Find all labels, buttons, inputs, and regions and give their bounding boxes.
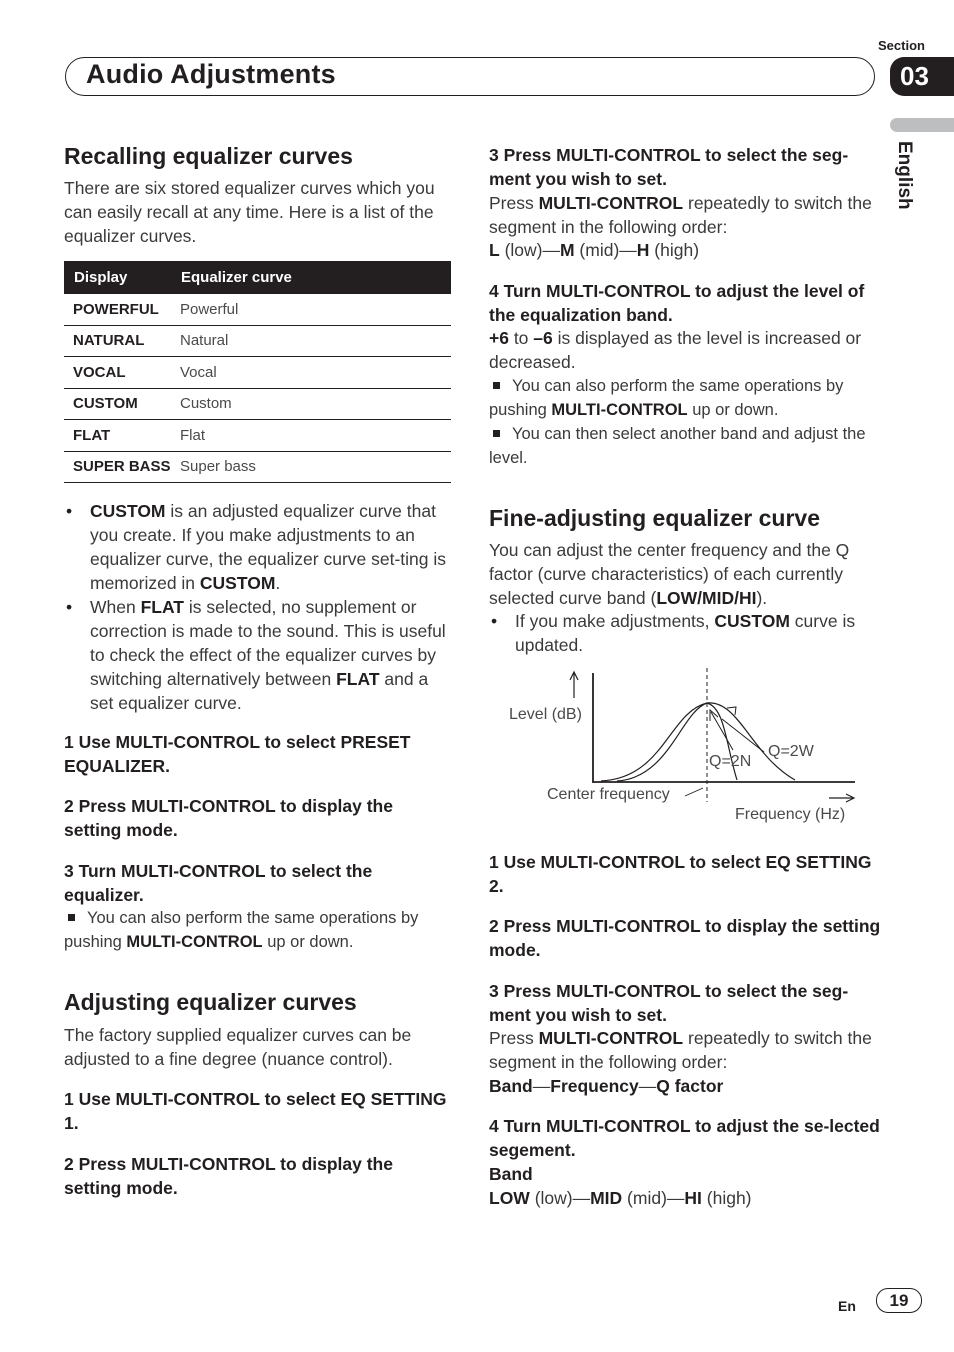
language-label: English (894, 141, 915, 210)
right-step-3-order: L (low)—M (mid)—H (high) (489, 240, 700, 260)
table-header-display: Display (64, 261, 171, 294)
square-bullet-icon (68, 914, 75, 921)
step-2-display: 2 Press MULTI-CONTROL to display the setting mode. (64, 796, 393, 840)
fine-step-4-band: Band (489, 1164, 533, 1184)
q-narrow-label: Q=2N (709, 753, 752, 770)
table-row (64, 325, 451, 357)
square-bullet-icon (493, 382, 500, 389)
table-cell-curve: Flat (171, 420, 451, 452)
right-step-3-body: Press MULTI-CONTROL repeatedly to switch the segment in the following order: (489, 193, 872, 237)
frequency-axis-arrow-icon (829, 794, 854, 802)
note-push: You can also perform the same operations by pushing MULTI-CONTROL up or down. (64, 909, 419, 951)
table-cell-display: SUPER BASS (64, 451, 171, 483)
fine-step-4: 4 Turn MULTI-CONTROL to adjust the se-lected segement. (489, 1116, 880, 1160)
table-cell-curve: Vocal (171, 357, 451, 389)
right-step-4: 4 Turn MULTI-CONTROL to adjust the level of the equalization band. (489, 281, 865, 325)
language-tab (890, 118, 954, 132)
right-step-3: 3 Press MULTI-CONTROL to select the seg-ment you wish to set. (489, 145, 849, 189)
page-title: Audio Adjustments (86, 59, 336, 89)
title-bar (65, 57, 875, 96)
fine-step-4-order: LOW (low)—MID (mid)—HI (high) (489, 1188, 752, 1208)
table-row (64, 357, 451, 389)
right-step-4-body: +6 to –6 is displayed as the level is increased or decreased. (489, 328, 862, 372)
bullet-custom: • CUSTOM is an adjusted equalizer curve that you create. If you make adjustments to an equalizer curve, the equalizer curve set-ting is memorized in CUSTOM. (64, 499, 450, 595)
table-cell-curve: Super bass (171, 451, 451, 483)
center-frequency-label: Center frequency (547, 786, 670, 803)
table-header-row (64, 261, 451, 294)
fine-step-3-order: Band—Frequency—Q factor (489, 1076, 724, 1096)
step-3-select: 3 Turn MULTI-CONTROL to select the equalizer. (64, 861, 373, 905)
table-row (64, 420, 451, 452)
language-code: En (838, 1298, 856, 1314)
bullet-custom-updated: • If you make adjustments, CUSTOM curve is updated. (489, 609, 875, 657)
page-number: 19 (876, 1288, 922, 1313)
fine-step-3: 3 Press MULTI-CONTROL to select the seg-ment you wish to set. (489, 981, 849, 1025)
table-cell-display: CUSTOM (64, 388, 171, 420)
square-bullet-icon (493, 430, 500, 437)
adjust-heading: Adjusting equalizer curves (64, 989, 357, 1015)
right-note-push: You can also perform the same operations by pushing MULTI-CONTROL up or down. (489, 377, 844, 419)
table-cell-curve: Powerful (171, 294, 451, 325)
fine-intro: You can adjust the center frequency and the Q factor (curve characteristics) of each currently selected curve band (LOW/MID/HI). (489, 540, 850, 608)
section-label: Section (878, 38, 925, 53)
narrow-q-arrow-icon (710, 710, 733, 750)
table-cell-display: VOCAL (64, 357, 171, 389)
bullet-flat: • When FLAT is selected, no supplement or correction is made to the sound. This is useful to check the effect of the equalizer curves by switching alternatively between FLAT and a set equalizer curve. (64, 595, 450, 715)
section-number-tab (890, 57, 954, 96)
step-1-preset: 1 Use MULTI-CONTROL to select PRESET EQUALIZER. (64, 732, 411, 776)
fine-bullets (489, 609, 875, 657)
equalizer-table (64, 261, 451, 483)
table-cell-curve: Natural (171, 325, 451, 357)
adjust-intro: The factory supplied equalizer curves can be adjusted to a fine degree (nuance control). (64, 1025, 412, 1069)
fine-step-1: 1 Use MULTI-CONTROL to select EQ SETTING 2. (489, 852, 872, 896)
frequency-label: Frequency (Hz) (735, 806, 846, 823)
fine-step-2: 2 Press MULTI-CONTROL to display the setting mode. (489, 916, 881, 960)
table-row (64, 388, 451, 420)
level-label: Level (dB) (509, 706, 582, 723)
adjust-step-1: 1 Use MULTI-CONTROL to select EQ SETTING 1. (64, 1089, 447, 1133)
center-leader (685, 788, 703, 796)
recall-bullets (64, 499, 450, 715)
recall-heading: Recalling equalizer curves (64, 143, 353, 169)
table-cell-display: NATURAL (64, 325, 171, 357)
table-cell-display: FLAT (64, 420, 171, 452)
recall-intro: There are six stored equalizer curves which you can easily recall at any time. Here is a list of the equalizer curves. (64, 178, 435, 246)
table-header-curve: Equalizer curve (171, 261, 451, 294)
right-note-band: You can then select another band and adjust the level. (489, 425, 866, 467)
table-row (64, 451, 451, 483)
q-wide-label: Q=2W (768, 743, 814, 760)
curve-wide-q (601, 703, 795, 781)
table-cell-display: POWERFUL (64, 294, 171, 325)
section-number: 03 (900, 61, 929, 91)
table-row (64, 294, 451, 325)
fine-heading: Fine-adjusting equalizer curve (489, 505, 821, 531)
table-cell-curve: Custom (171, 388, 451, 420)
level-axis-arrow-icon (570, 672, 578, 698)
adjust-step-2: 2 Press MULTI-CONTROL to display the setting mode. (64, 1154, 393, 1198)
fine-step-3-body: Press MULTI-CONTROL repeatedly to switch the segment in the following order: (489, 1028, 872, 1072)
